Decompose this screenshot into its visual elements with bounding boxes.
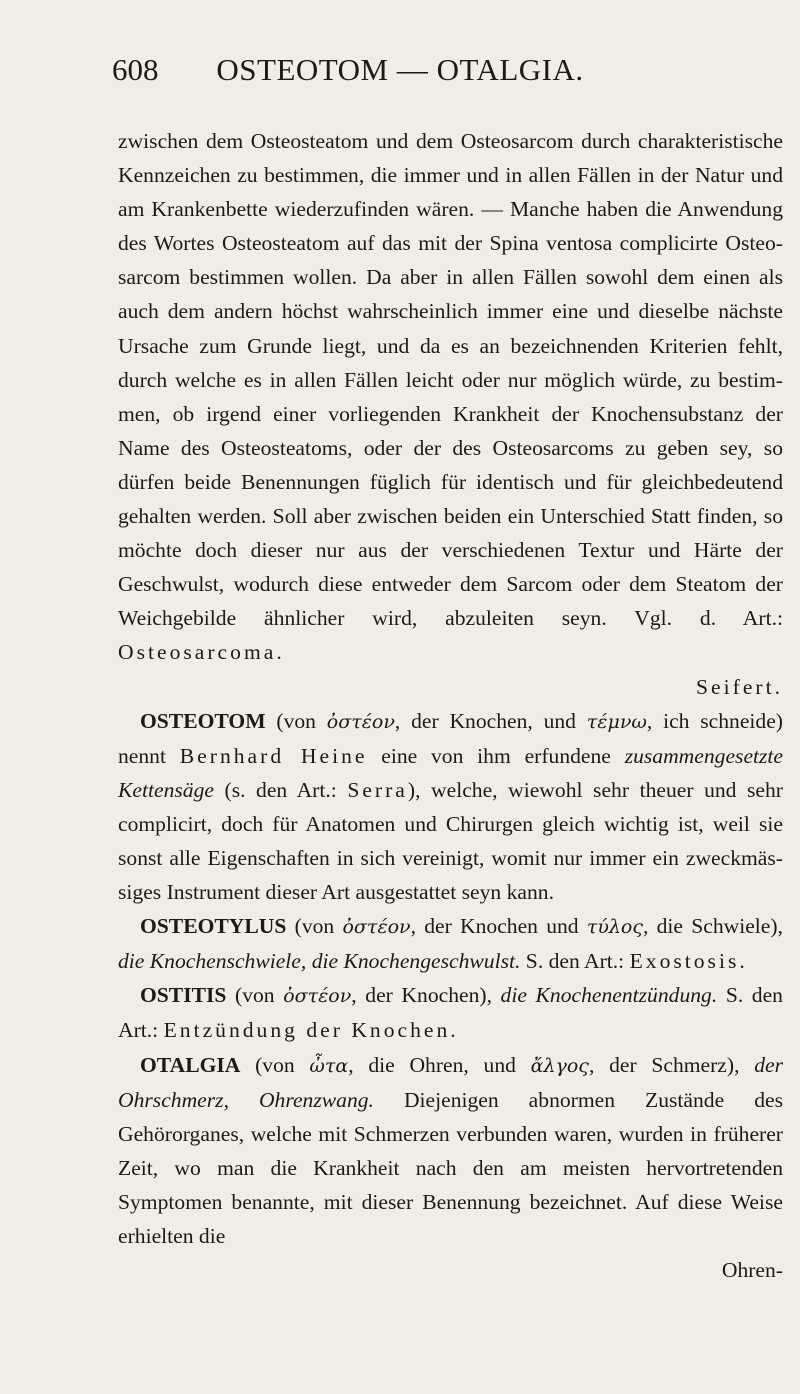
greek-term: τέμνω — [586, 710, 647, 733]
italic-term: der Ohrschmerz, Ohrenzwang. — [118, 1052, 783, 1112]
entry-text: , der Knochen und — [410, 914, 587, 939]
entry-text: , die Ohren, und — [348, 1052, 531, 1077]
author-signature: Seifert. — [696, 674, 783, 699]
entry-text: Diejenigen abnormen Zustände des Gehörorganes, welche mit Schmerzen verbunden waren, wurden in früherer Zeit, wo man die Krankheit nach den am meisten hervortretenden Symptomen benannte, mit dieser Benennung bezeichnet. Auf diese Weise erhielten die — [118, 1087, 783, 1248]
entry-text: S. den Art.: — [520, 949, 630, 974]
greek-term: τύλος — [586, 916, 643, 939]
cross-reference: Serra — [347, 777, 408, 802]
entry-headword: OSTITIS — [140, 983, 227, 1008]
entry-headword: OSTEOTOM — [140, 708, 266, 733]
entry-text: ), welche, wiewohl sehr theuer und sehr complicirt, doch für Anatomen und Chirurgen gleich wichtig ist, weil sie sonst alle Eigenschaften in sich vereinigt, womit nur immer ein zweckmässiges Instrument dieser Art ausgestattet seyn kann. — [118, 777, 783, 905]
entry-text: , der Knochen, und — [394, 708, 587, 733]
italic-term: zusammengesetzte Kettensäge — [118, 743, 784, 802]
entry-headword: OSTEOTYLUS — [140, 914, 287, 939]
greek-term: ὦτα — [309, 1054, 349, 1077]
paragraph-text: zwischen dem Osteosteatom und dem Osteosarcom durch charakteristische Kennzeichen zu bestimmen, die immer und in allen Fällen in der Natur und am Krankenbette wiederzufinden wären. — Manche haben die Anwendung des Wortes Osteosteatom auf das mit der Spina ventosa complicirte Osteosarcom bestimmen wollen. Da aber in allen Fällen sowohl dem einen als auch dem andern höchst wahrscheinlich immer eine und dieselbe nächste Ursache zum Grunde liegt, und da es an bezeichnenden Kriterien fehlt, durch welche es in allen Fällen leicht oder nur möglich würde, zu bestimmen, ob irgend einer vorliegenden Krankheit der Knochensubstanz der Name des Osteosteatoms, oder der des Osteosarcoms zu geben sey, so dürfen beide Benennungen füglich für identisch und für gleichbedeutend gehalten werden. Soll aber zwischen beiden ein Unterschied Statt finden, so möchte doch dieser nur aus der verschiedenen Textur und Härte der Geschwulst, wodurch diese entweder dem Sarcom oder dem Steatom der Weichgebilde ähnlicher wird, abzuleiten seyn. Vgl. d. Art.: — [118, 129, 783, 631]
person-name: Bernhard Heine — [179, 743, 368, 768]
entry-text: (von — [286, 914, 343, 939]
entry-text: , der Schmerz), — [588, 1052, 755, 1077]
italic-term: die Knochenschwiele, die Knochengeschwulst. — [118, 949, 521, 974]
entry-text: , ich schneide) nennt — [118, 708, 783, 768]
entry-text: eine von ihm erfundene — [367, 743, 625, 768]
entry-osteotom — [118, 704, 783, 910]
entry-osteotylus — [118, 909, 783, 978]
cross-reference: Entzündung der Knochen. — [163, 1018, 459, 1043]
entry-otalgia — [118, 1048, 783, 1254]
page-number: 608 — [112, 52, 159, 87]
greek-term: ἄλγος — [530, 1054, 589, 1077]
entry-text: (von — [265, 708, 327, 733]
greek-term: ὀστέον — [342, 916, 411, 939]
cross-reference: Osteosarcoma. — [118, 640, 285, 665]
entry-text: (von — [226, 983, 284, 1008]
entry-headword: OTALGIA — [140, 1052, 241, 1077]
entry-text: S. den Art.: — [118, 983, 783, 1043]
entry-text: (s. den Art.: — [213, 777, 348, 802]
page-body — [118, 124, 783, 1287]
greek-term: ὀστέον — [326, 710, 395, 733]
italic-term: die Knochenentzündung. — [500, 983, 718, 1008]
entry-ostitis — [118, 978, 783, 1047]
paragraph-continuation — [118, 124, 783, 670]
entry-text: , die Schwiele), — [643, 914, 783, 939]
page-header — [0, 52, 800, 92]
entry-text: (von — [240, 1052, 310, 1077]
running-title: OSTEOTOM — OTALGIA. — [216, 52, 584, 87]
catchword: Ohren- — [721, 1258, 783, 1283]
entry-text: , der Knochen), — [351, 983, 501, 1008]
greek-term: ὀστέον — [283, 985, 352, 1008]
cross-reference: Exostosis. — [629, 949, 748, 974]
